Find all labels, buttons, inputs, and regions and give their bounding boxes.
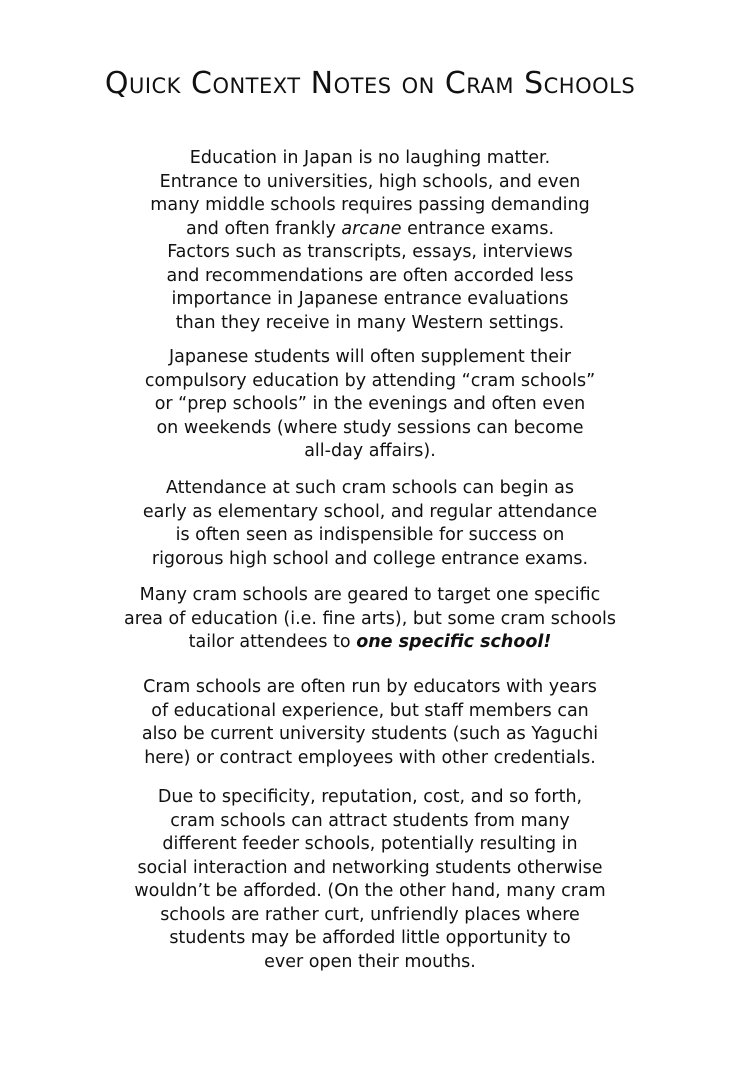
text-line: importance in Japanese entrance evaluations xyxy=(171,289,569,309)
text-line: social interaction and networking students otherwise xyxy=(137,857,603,878)
text-line: area of education (i.e. fine arts), but some cram schools xyxy=(123,608,617,629)
text-line: or “prep schools” in the evenings and often even xyxy=(154,394,586,414)
text-line: wouldn’t be afforded. (On the other hand, many cram xyxy=(134,881,606,901)
text-line xyxy=(0,218,740,242)
text-segment: tailor attendees to xyxy=(188,632,357,652)
paragraph-education-in-japan xyxy=(0,147,740,335)
text-line: many middle schools requires passing demanding xyxy=(150,195,590,215)
paragraph-attendance xyxy=(0,477,740,571)
text-line: different feeder schools, potentially resulting in xyxy=(162,834,578,854)
paragraph-social-interaction xyxy=(0,786,740,974)
emphasis-arcane: arcane xyxy=(341,218,402,239)
text-line: here) or contract employees with other credentials. xyxy=(144,747,596,768)
text-segment: entrance exams. xyxy=(401,218,555,239)
text-line: also be current university students (such as Yaguchi xyxy=(141,724,599,744)
page-title: Quick Context Notes on Cram Schools xyxy=(104,66,636,101)
text-line: ever open their mouths. xyxy=(264,951,476,972)
text-line: students may be afforded little opportunity to xyxy=(169,928,571,948)
text-line: rigorous high school and college entrance exams. xyxy=(151,548,589,569)
text-line: Due to specificity, reputation, cost, and so forth, xyxy=(157,787,583,807)
text-line: is often seen as indispensible for success on xyxy=(175,525,565,545)
text-line: cram schools can attract students from many xyxy=(170,810,570,831)
text-segment: and often frankly xyxy=(185,218,342,239)
text-line: Many cram schools are geared to target one specific xyxy=(139,585,601,605)
text-line: early as elementary school, and regular attendance xyxy=(142,501,598,522)
text-line: Factors such as transcripts, essays, interviews xyxy=(167,242,573,262)
text-line: on weekends (where study sessions can become xyxy=(156,417,584,438)
text-line: and recommendations are often accorded less xyxy=(166,265,574,286)
text-line: Entrance to universities, high schools, and even xyxy=(159,171,581,192)
text-line: of educational experience, but staff members can xyxy=(151,700,589,721)
paragraph-specific-targets xyxy=(0,584,740,655)
paragraph-staff xyxy=(0,676,740,770)
text-line: schools are rather curt, unfriendly places where xyxy=(160,904,580,925)
text-line xyxy=(0,631,740,655)
text-line: compulsory education by attending “cram schools” xyxy=(144,370,596,391)
text-line: Japanese students will often supplement their xyxy=(168,347,572,367)
text-line: than they receive in many Western settings. xyxy=(175,312,565,333)
emphasis-one-specific-school: one specific school! xyxy=(356,632,552,652)
text-line: Cram schools are often run by educators with years xyxy=(143,677,597,697)
text-line: Education in Japan is no laughing matter. xyxy=(189,148,551,168)
text-line: Attendance at such cram schools can begin as xyxy=(165,478,575,498)
paragraph-supplementing-education xyxy=(0,346,740,464)
text-line: all-day affairs). xyxy=(304,441,436,461)
